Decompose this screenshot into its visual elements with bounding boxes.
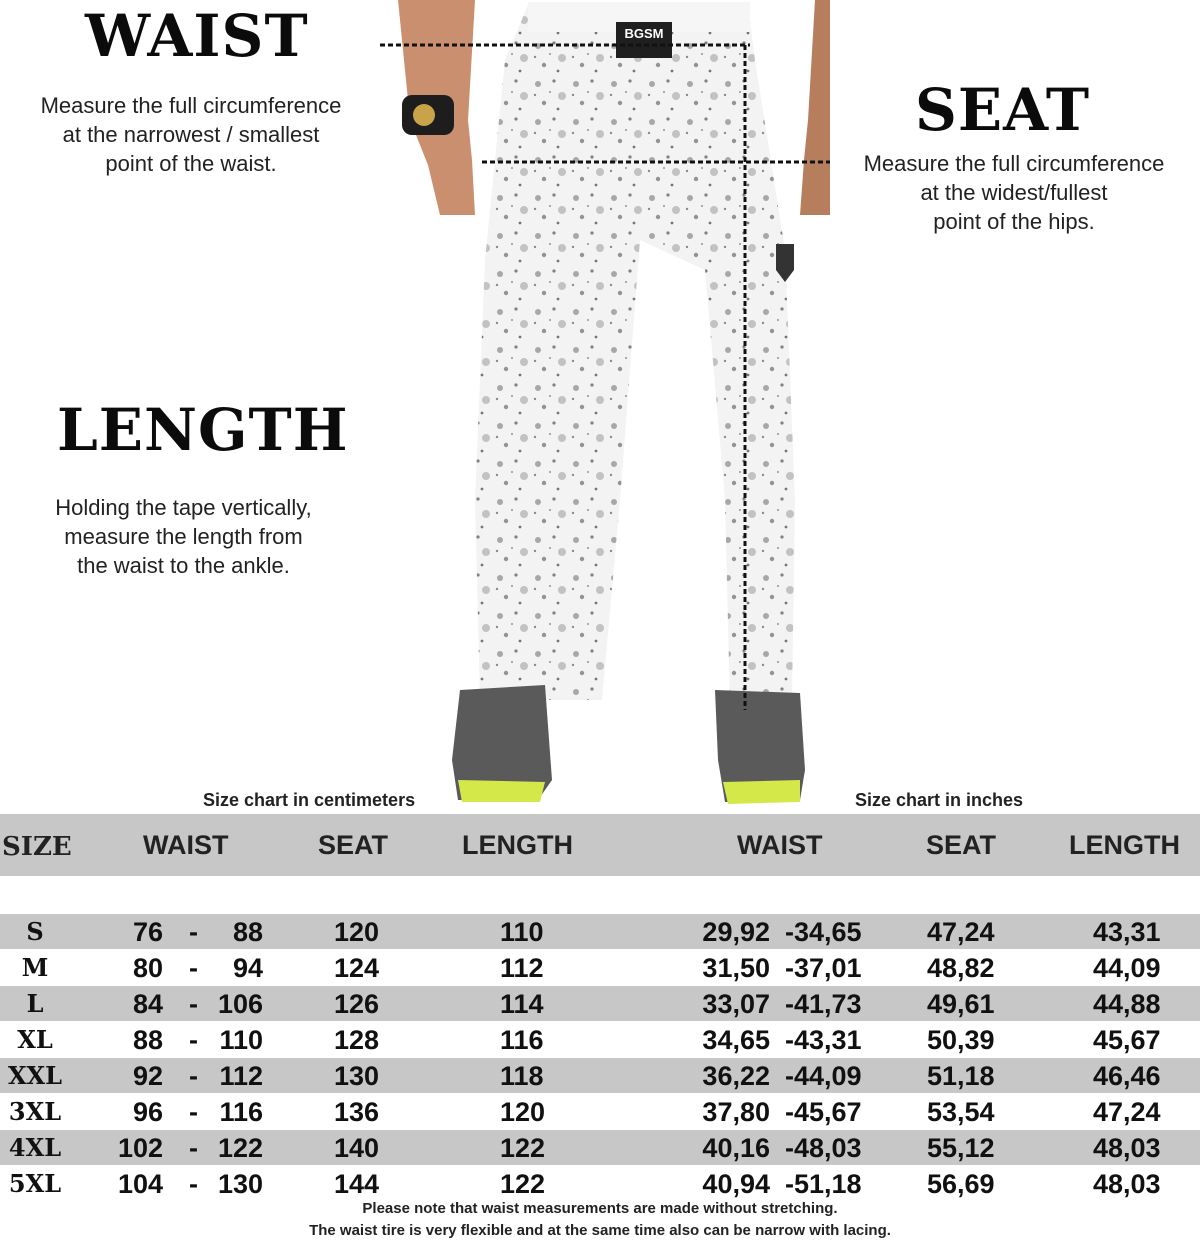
waist-cm-max: 106 (217, 989, 263, 1019)
waist-cm-separator: - (189, 1133, 198, 1163)
length-in: 48,03 (1093, 1169, 1161, 1199)
footnote: Please note that waist measurements are made without stretching. (362, 1200, 838, 1217)
seat-cm: 130 (334, 1061, 380, 1091)
table-header (0, 814, 1200, 876)
waist-title: WAIST (85, 2, 309, 70)
size-cell: 4XL (8, 1133, 62, 1162)
seat-cm: 136 (334, 1097, 380, 1127)
seat-cm: 128 (334, 1025, 380, 1055)
inch-chart-label: Size chart in inches (855, 790, 1024, 810)
length-in: 48,03 (1093, 1133, 1161, 1163)
length-description (0, 493, 367, 580)
length-cm: 112 (500, 953, 544, 983)
length-cm: 120 (500, 1097, 546, 1127)
seat-cm-header: SEAT (318, 830, 389, 860)
waist-cm-min: 104 (117, 1169, 163, 1199)
length-in: 45,67 (1093, 1025, 1161, 1055)
length-cm: 114 (500, 989, 544, 1019)
table-row (0, 1022, 1200, 1057)
waist-cm-max: 116 (219, 1097, 263, 1127)
waist-cm-separator: - (189, 917, 198, 947)
cm-chart-label: Size chart in centimeters (203, 790, 416, 810)
seat-desc-line: Measure the full circumference (863, 151, 1165, 176)
table-row (0, 1130, 1200, 1165)
table-row (0, 1166, 1200, 1201)
waist-in-min: 29,92 (702, 917, 770, 947)
waist-cm-max: 112 (219, 1061, 263, 1091)
length-cm: 110 (500, 917, 544, 947)
seat-cm: 124 (334, 953, 380, 983)
waist-cm-min: 76 (132, 917, 163, 947)
brand-label: BGSM (624, 26, 664, 41)
seat-cm: 140 (334, 1133, 380, 1163)
waist-in-max: -45,67 (785, 1097, 862, 1127)
length-in: 44,09 (1093, 953, 1161, 983)
waist-cm-separator: - (189, 953, 198, 983)
waist-in-min: 34,65 (702, 1025, 770, 1055)
waist-in-max: -34,65 (785, 917, 862, 947)
seat-cm: 144 (334, 1169, 380, 1199)
waist-cm-min: 102 (117, 1133, 163, 1163)
length-cm: 118 (500, 1061, 544, 1091)
waist-cm-min: 84 (132, 989, 163, 1019)
waist-cm-min: 80 (132, 953, 163, 983)
waist-cm-separator: - (189, 1097, 198, 1127)
length-desc-line: measure the length from (64, 524, 303, 549)
waist-cm-separator: - (189, 1061, 198, 1091)
seat-in: 51,18 (927, 1061, 995, 1091)
waist-in-max: -44,09 (785, 1061, 862, 1091)
size-cell: XL (17, 1025, 53, 1054)
waist-cm-separator: - (189, 1169, 198, 1199)
product-photo (380, 0, 830, 810)
waist-in-min: 40,94 (702, 1169, 770, 1199)
seat-title: SEAT (915, 76, 1091, 144)
size-header: SIZE (2, 832, 72, 862)
seat-in: 53,54 (927, 1097, 995, 1127)
waist-in-max: -48,03 (785, 1133, 862, 1163)
size-cell: S (26, 917, 44, 946)
table-row (0, 986, 1200, 1021)
pants (475, 5, 795, 705)
length-in: 46,46 (1093, 1061, 1161, 1091)
waist-in-min: 36,22 (702, 1061, 770, 1091)
seat-cm: 120 (334, 917, 380, 947)
waist-in-max: -37,01 (785, 953, 862, 983)
waist-in-max: -51,18 (785, 1169, 862, 1199)
waist-cm-max: 122 (217, 1133, 263, 1163)
seat-in: 56,69 (927, 1169, 995, 1199)
size-cell: XXL (7, 1061, 63, 1090)
waist-cm-max: 110 (219, 1025, 263, 1055)
waist-cm-separator: - (189, 989, 198, 1019)
seat-description (828, 149, 1200, 236)
waist-cm-max: 130 (217, 1169, 263, 1199)
length-title: LENGTH (57, 396, 349, 464)
length-in: 47,24 (1093, 1097, 1161, 1127)
waist-cm-min: 96 (132, 1097, 163, 1127)
length-in-header: LENGTH (1069, 830, 1180, 860)
waist-cm-max: 94 (232, 953, 263, 983)
length-cm-header: LENGTH (462, 830, 573, 860)
waist-in-max: -41,73 (785, 989, 862, 1019)
length-cm: 122 (500, 1133, 546, 1163)
waist-cm-separator: - (189, 1025, 198, 1055)
length-desc-line: the waist to the ankle. (77, 553, 290, 578)
seat-desc-line: at the widest/fullest (920, 180, 1108, 205)
waist-cm-min: 92 (132, 1061, 163, 1091)
waist-in-min: 31,50 (702, 953, 770, 983)
seat-in: 47,24 (927, 917, 995, 947)
waist-in-header: WAIST (737, 830, 823, 860)
size-cell: L (26, 989, 44, 1018)
length-cm: 116 (500, 1025, 544, 1055)
seat-desc-line: point of the hips. (933, 209, 1095, 234)
length-desc-line: Holding the tape vertically, (55, 495, 312, 520)
size-cell: M (21, 953, 49, 982)
table-row (0, 914, 1200, 949)
waist-cm-header: WAIST (143, 830, 229, 860)
seat-in: 55,12 (927, 1133, 995, 1163)
table-row (0, 950, 1200, 985)
seat-in: 48,82 (927, 953, 995, 983)
waist-in-min: 40,16 (702, 1133, 770, 1163)
waist-cm-min: 88 (132, 1025, 163, 1055)
table-row (0, 1058, 1200, 1093)
waist-desc-line: at the narrowest / smallest (62, 122, 320, 147)
seat-cm: 126 (334, 989, 380, 1019)
length-in: 43,31 (1093, 917, 1161, 947)
length-in: 44,88 (1093, 989, 1161, 1019)
waist-desc-line: Measure the full circumference (40, 93, 342, 118)
waist-desc-line: point of the waist. (105, 151, 277, 176)
seat-in-header: SEAT (926, 830, 997, 860)
seat-in: 50,39 (927, 1025, 995, 1055)
size-cell: 3XL (8, 1097, 62, 1126)
footnote: The waist tire is very flexible and at the same time also can be narrow with lacing. (309, 1222, 891, 1239)
waist-description (0, 91, 382, 178)
waist-in-min: 33,07 (702, 989, 770, 1019)
size-cell: 5XL (8, 1169, 62, 1198)
seat-in: 49,61 (927, 989, 995, 1019)
waist-in-min: 37,80 (702, 1097, 770, 1127)
table-row (0, 1094, 1200, 1129)
waist-in-max: -43,31 (785, 1025, 862, 1055)
waist-cm-max: 88 (232, 917, 263, 947)
length-cm: 122 (500, 1169, 546, 1199)
right-arm (800, 0, 830, 215)
